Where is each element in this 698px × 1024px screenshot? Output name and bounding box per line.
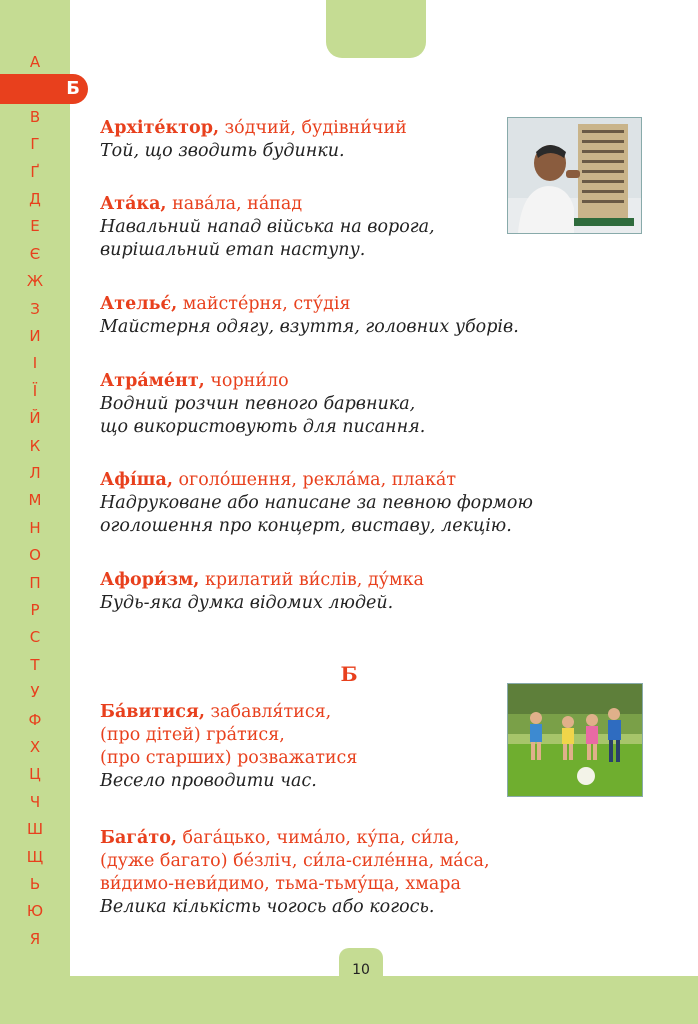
- entry-definition: що використовують для писання.: [100, 417, 426, 437]
- entry-synonyms: ви́димо-неви́димо, тьма-тьму́ща, хмара: [100, 874, 461, 894]
- alphabet-letter[interactable]: Д: [29, 190, 41, 208]
- alphabet-letter[interactable]: Ж: [26, 272, 44, 291]
- entry-definition: Надруковане або написане за певною формою: [100, 493, 533, 513]
- alphabet-letter[interactable]: Щ: [26, 847, 44, 866]
- entry-definition: вирішальний етап наступу.: [100, 240, 366, 260]
- dictionary-entry: [100, 293, 519, 339]
- entry-definition: Велика кількість чогось або когось.: [100, 897, 435, 917]
- alphabet-letter[interactable]: Е: [30, 217, 40, 236]
- alphabet-letter[interactable]: К: [29, 436, 41, 455]
- alphabet-letter[interactable]: Л: [29, 464, 41, 482]
- alphabet-letter[interactable]: Є: [29, 244, 41, 263]
- alphabet-letter[interactable]: Ї: [32, 381, 38, 400]
- entry-synonyms: чорни́ло: [210, 371, 289, 391]
- alphabet-letter[interactable]: П: [29, 573, 41, 592]
- entry-term: Ательє́,: [100, 294, 178, 314]
- entry-definition: Навальний напад війська на ворога,: [100, 217, 435, 237]
- entry-term: Афі́ша,: [100, 470, 173, 490]
- entry-synonyms: бага́цько, чима́ло, ку́па, си́ла,: [182, 828, 460, 848]
- alphabet-letter[interactable]: Т: [30, 655, 40, 674]
- alphabet-letter[interactable]: Ю: [26, 902, 44, 921]
- children-illustration: [508, 684, 642, 796]
- entry-term: Ба́витися,: [100, 702, 205, 722]
- alphabet-letter[interactable]: М: [28, 491, 42, 510]
- entry-definition: Будь-яка думка відомих людей.: [100, 593, 394, 613]
- alphabet-letter[interactable]: Й: [29, 409, 41, 428]
- dictionary-entry: [100, 193, 435, 262]
- alphabet-letter[interactable]: З: [30, 299, 40, 318]
- alphabet-letter[interactable]: А: [29, 53, 41, 71]
- alphabet-letter[interactable]: У: [30, 683, 40, 702]
- entry-definition: Весело проводити час.: [100, 771, 317, 791]
- alphabet-letter[interactable]: І: [32, 354, 38, 373]
- entry-synonyms: зо́дчий, будівни́чий: [224, 118, 407, 138]
- alphabet-letter[interactable]: С: [29, 628, 41, 647]
- entry-synonyms: крилатий ви́слів, ду́мка: [204, 570, 424, 590]
- dictionary-entry: [100, 370, 425, 439]
- alphabet-letter[interactable]: Н: [29, 518, 41, 537]
- architect-illustration: [508, 118, 641, 233]
- entry-synonyms: (про дітей) гра́тися,: [100, 725, 285, 745]
- entry-definition: оголошення про концерт, виставу, лекцію.: [100, 516, 512, 536]
- alphabet-letter-active-label: Б: [66, 78, 80, 100]
- children-playing-photo: [507, 683, 643, 797]
- dictionary-entry: [100, 569, 424, 615]
- entry-synonyms: (дуже багато) бе́зліч, си́ла-силе́нна, ма́са,: [100, 851, 490, 871]
- alphabet-letter[interactable]: Ь: [29, 875, 41, 893]
- entry-definition: Той, що зводить будинки.: [100, 141, 345, 161]
- alphabet-letter[interactable]: Х: [29, 738, 41, 756]
- alphabet-letter[interactable]: О: [29, 546, 41, 565]
- entry-synonyms: забавля́тися,: [210, 702, 332, 722]
- alphabet-letter[interactable]: Ф: [28, 710, 42, 729]
- entry-term: Ата́ка,: [100, 194, 167, 214]
- alphabet-letter[interactable]: В: [29, 107, 41, 126]
- alphabet-letter[interactable]: Ґ: [30, 162, 40, 181]
- entry-synonyms: (про старших) розважатися: [100, 748, 358, 768]
- alphabet-letter[interactable]: Р: [30, 601, 40, 619]
- entry-term: Афори́зм,: [100, 570, 200, 590]
- top-tab-decoration: [326, 0, 426, 58]
- alphabet-letter[interactable]: Г: [30, 135, 40, 154]
- architect-photo: [507, 117, 642, 234]
- entry-synonyms: оголо́шення, рекла́ма, плака́т: [178, 470, 457, 490]
- alphabet-letter[interactable]: Ц: [29, 765, 41, 784]
- entry-synonyms: нава́ла, на́пад: [172, 194, 303, 214]
- alphabet-letter[interactable]: Я: [29, 929, 41, 948]
- entry-term: Бага́то,: [100, 828, 177, 848]
- entry-definition: Майстерня одягу, взуття, головних уборів.: [100, 317, 519, 337]
- alphabet-letter[interactable]: Ч: [29, 792, 41, 811]
- page-number: 10: [352, 962, 370, 978]
- dictionary-entry: [100, 701, 357, 793]
- alphabet-letter[interactable]: Ш: [26, 820, 44, 839]
- dictionary-entry: [100, 469, 533, 538]
- entry-term: Архіте́ктор,: [100, 118, 220, 138]
- alphabet-letter[interactable]: И: [29, 327, 41, 345]
- alphabet-letter[interactable]: [0, 74, 88, 104]
- entry-synonyms: майсте́рня, сту́дія: [182, 294, 351, 314]
- entry-term: Атра́ме́нт,: [100, 371, 205, 391]
- dictionary-entry: [100, 117, 407, 163]
- dictionary-entry: [100, 827, 490, 919]
- section-heading-b: Б: [340, 662, 358, 686]
- entry-definition: Водний розчин певного барвника,: [100, 394, 416, 414]
